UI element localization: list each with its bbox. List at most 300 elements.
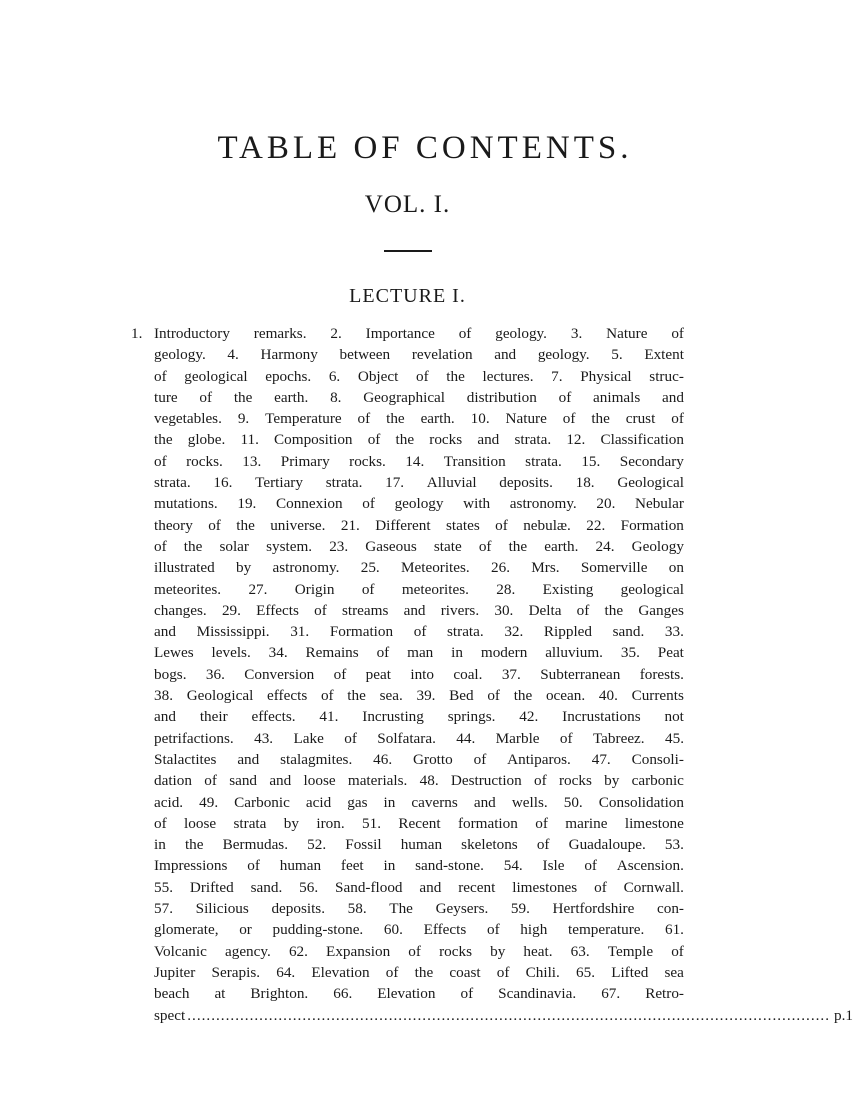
contents-word: loose: [184, 814, 217, 832]
contents-line: [154, 919, 684, 940]
contents-word: state: [433, 537, 462, 555]
contents-word: 21.: [340, 516, 360, 534]
contents-word: on: [668, 559, 684, 577]
contents-word: 8.: [330, 388, 342, 406]
contents-word: 49.: [199, 793, 219, 811]
contents-word: 59.: [510, 900, 530, 918]
contents-word: of: [362, 495, 375, 513]
contents-word: alluvium.: [545, 644, 603, 662]
contents-word: Destruction: [450, 772, 522, 790]
contents-word: Solfatara.: [377, 729, 436, 747]
contents-word: 65.: [576, 963, 595, 981]
contents-word: Marble: [495, 729, 540, 747]
contents-word: 23.: [329, 537, 349, 555]
contents-word: Existing: [542, 580, 594, 598]
contents-line: [154, 557, 684, 578]
contents-word: Grotto: [413, 750, 453, 768]
contents-word: meteorites.: [401, 580, 469, 598]
contents-word: geology.: [154, 346, 206, 364]
contents-word: illustrated: [154, 559, 215, 577]
contents-word: 52.: [307, 836, 327, 854]
contents-word: 30.: [494, 601, 514, 619]
contents-word: 17.: [385, 474, 405, 492]
contents-word: Peat: [657, 644, 684, 662]
contents-word: the: [184, 836, 204, 854]
contents-word: gas: [347, 793, 368, 811]
contents-word: of: [460, 985, 474, 1003]
contents-line: [154, 323, 684, 344]
contents-word: materials.: [347, 772, 408, 790]
contents-word: Nature: [606, 325, 648, 342]
contents-word: Volcanic: [154, 942, 207, 960]
contents-word: 19.: [237, 495, 257, 513]
contents-word: animals: [593, 388, 641, 406]
contents-word: Connexion: [275, 495, 343, 513]
contents-word: coast: [449, 963, 481, 981]
contents-word: in: [383, 793, 396, 811]
contents-word: 58.: [347, 900, 367, 918]
contents-word: Drifted: [189, 878, 234, 896]
contents-word: Geysers.: [435, 900, 489, 918]
contents-word: by: [236, 559, 252, 577]
contents-word: and: [419, 878, 442, 896]
contents-word: 50.: [563, 793, 583, 811]
dot-leader: ......................................................................................................................................: [187, 1006, 830, 1024]
contents-word: 11.: [240, 431, 259, 449]
contents-word: rocks: [439, 942, 472, 960]
contents-line: [154, 366, 684, 387]
contents-word: and: [473, 793, 496, 811]
contents-word: 13.: [242, 452, 262, 470]
contents-word: of: [671, 410, 684, 428]
contents-word: levels.: [211, 644, 251, 662]
contents-word: Mississippi.: [196, 623, 270, 641]
contents-line: [154, 834, 684, 855]
contents-word: universe.: [270, 516, 326, 534]
contents-word: of: [495, 516, 508, 534]
contents-word: 63.: [570, 942, 590, 960]
contents-line: [154, 642, 684, 663]
contents-word: 28.: [496, 580, 516, 598]
contents-word: of: [562, 410, 576, 428]
contents-word: of: [584, 857, 597, 875]
contents-word: of: [357, 410, 371, 428]
contents-word: Formation: [329, 623, 394, 641]
contents-word: heat.: [523, 942, 553, 960]
contents-word: of: [320, 687, 334, 705]
contents-word: of: [333, 665, 347, 683]
contents-word: of: [154, 367, 167, 385]
contents-word: sand.: [612, 623, 645, 641]
contents-word: 9.: [237, 410, 250, 428]
contents-line: [154, 493, 684, 514]
contents-word: in: [383, 857, 396, 875]
contents-word: Lifted: [611, 963, 649, 981]
contents-word: iron.: [316, 814, 345, 832]
contents-word: 2.: [330, 325, 342, 342]
contents-word: of: [367, 431, 381, 449]
contents-line: [154, 600, 684, 621]
contents-word: 35.: [620, 644, 640, 662]
contents-word: effects: [267, 687, 308, 705]
contents-word: forests.: [639, 665, 684, 683]
contents-word: carbonic: [631, 772, 684, 790]
contents-word: petrifactions.: [154, 729, 234, 747]
contents-word: 26.: [491, 559, 510, 577]
contents-word: coal.: [453, 665, 483, 683]
contents-word: the: [154, 431, 173, 449]
contents-word: lectures.: [482, 367, 534, 385]
contents-word: Incrusting: [362, 708, 424, 726]
contents-word: dation: [154, 772, 192, 790]
contents-word: of: [344, 729, 357, 747]
contents-word: 67.: [601, 985, 621, 1003]
volume-heading: VOL. I.: [364, 191, 451, 218]
contents-word: Nature: [505, 410, 547, 428]
contents-word: by: [604, 772, 620, 790]
contents-word: rocks.: [349, 452, 386, 470]
contents-word: of: [536, 836, 550, 854]
contents-word: or: [239, 921, 252, 939]
contents-word: the: [508, 537, 528, 555]
contents-word: 57.: [154, 900, 173, 918]
contents-word: the: [347, 687, 366, 705]
contents-word: peat: [365, 665, 391, 683]
contents-word: limestones: [512, 878, 578, 896]
contents-word: and: [662, 388, 684, 406]
contents-word: Nebular: [635, 495, 684, 513]
contents-word: 44.: [456, 729, 476, 747]
contents-word: springs.: [447, 708, 496, 726]
contents-word: Importance: [365, 325, 435, 342]
contents-line: [154, 451, 684, 472]
contents-word: in: [451, 644, 463, 662]
contents-word: with: [463, 495, 491, 513]
contents-word: Gaseous: [365, 537, 417, 555]
contents-word: Retro-: [645, 985, 684, 1003]
contents-word: loose: [303, 772, 336, 790]
contents-word: 62.: [288, 942, 308, 960]
contents-word: geological: [184, 367, 248, 385]
contents-word: 47.: [591, 750, 611, 768]
contents-line: [154, 855, 684, 876]
contents-paragraph: [154, 323, 853, 1026]
contents-word: the: [604, 601, 624, 619]
contents-word: of: [473, 750, 487, 768]
contents-word: acid: [305, 793, 332, 811]
contents-word: Effects: [256, 601, 299, 619]
contents-word: Object: [357, 367, 399, 385]
contents-word: the: [414, 963, 434, 981]
contents-word: strata.: [154, 474, 191, 492]
contents-word: sand: [229, 772, 258, 790]
contents-word: agency.: [224, 942, 271, 960]
contents-word: 46.: [373, 750, 393, 768]
contents-word: acid.: [154, 793, 184, 811]
contents-word: 48.: [419, 772, 439, 790]
contents-word: Rippled: [543, 623, 593, 641]
contents-word: distribution: [466, 388, 537, 406]
contents-word: 51.: [362, 814, 381, 832]
contents-word: bogs.: [154, 665, 187, 683]
contents-word: Elevation: [377, 985, 436, 1003]
contents-line: [154, 983, 684, 1004]
contents-word: theory: [154, 516, 193, 534]
contents-word: 66.: [333, 985, 353, 1003]
contents-word: ocean.: [545, 687, 586, 705]
contents-word: of: [458, 325, 472, 342]
contents-word: of: [558, 388, 572, 406]
page-title: TABLE OF CONTENTS.: [217, 130, 633, 166]
contents-word: Bermudas.: [222, 836, 289, 854]
contents-line: [154, 515, 684, 536]
contents-word: of: [534, 772, 547, 790]
contents-word: the: [386, 410, 405, 428]
contents-word: of: [385, 963, 399, 981]
contents-word: temperature.: [567, 921, 645, 939]
contents-word: Alluvial: [426, 474, 477, 492]
contents-word: 56.: [299, 878, 319, 896]
first-section-number: 1.: [131, 325, 143, 342]
contents-word: 10.: [470, 410, 490, 428]
contents-word: 7.: [551, 367, 563, 385]
contents-word: mutations.: [154, 495, 218, 513]
contents-word: formation: [457, 814, 518, 832]
contents-word: 38.: [154, 687, 173, 705]
contents-word: of: [247, 857, 260, 875]
contents-word: Sand-flood: [335, 878, 403, 896]
contents-word: 40.: [598, 687, 618, 705]
contents-word: Antiparos.: [507, 750, 571, 768]
contents-word: 34.: [268, 644, 288, 662]
contents-word: and: [237, 750, 260, 768]
section-divider: [384, 250, 432, 252]
contents-word: the: [591, 410, 610, 428]
contents-word: of: [154, 537, 167, 555]
contents-word: pudding-stone.: [272, 921, 364, 939]
contents-word: and: [403, 601, 426, 619]
contents-word: of: [154, 452, 167, 470]
contents-word: strata.: [325, 474, 363, 492]
contents-word: Consoli-: [631, 750, 684, 768]
contents-word: 22.: [586, 516, 606, 534]
contents-word: modern: [480, 644, 528, 662]
contents-word: geological: [620, 580, 684, 598]
contents-word: 36.: [205, 665, 225, 683]
contents-word: Jupiter: [154, 963, 196, 981]
contents-word: Mrs.: [531, 559, 560, 577]
contents-word: and: [269, 772, 292, 790]
contents-word: Hertfordshire: [552, 900, 635, 918]
contents-word: Introductory: [154, 325, 230, 342]
contents-word: Silicious: [195, 900, 249, 918]
contents-word: human: [279, 857, 322, 875]
contents-word: struc-: [649, 367, 684, 385]
contents-word: of: [594, 878, 607, 896]
contents-word: strata.: [447, 623, 484, 641]
contents-word: Serapis.: [211, 963, 261, 981]
contents-line: [154, 770, 684, 791]
contents-word: Ascension.: [616, 857, 684, 875]
contents-word: at: [214, 985, 226, 1003]
contents-word: Incrustations: [562, 708, 641, 726]
contents-word: Currents: [631, 687, 684, 705]
contents-line: [154, 429, 684, 450]
contents-word: The: [389, 900, 413, 918]
contents-word: Geological: [617, 474, 684, 492]
contents-word: Composition: [274, 431, 353, 449]
contents-word: 16.: [213, 474, 233, 492]
contents-word: Expansion: [326, 942, 391, 960]
contents-word: Cornwall.: [623, 878, 684, 896]
contents-word: 32.: [504, 623, 524, 641]
contents-word: Tabreez.: [592, 729, 645, 747]
contents-word: 53.: [664, 836, 684, 854]
contents-word: skeletons: [461, 836, 518, 854]
contents-word: Stalactites: [154, 750, 217, 768]
contents-line: [154, 962, 684, 983]
contents-word: 54.: [503, 857, 523, 875]
contents-word: wells.: [511, 793, 548, 811]
contents-word: recent: [458, 878, 496, 896]
contents-word: and: [154, 708, 176, 726]
contents-word: Remains: [305, 644, 359, 662]
contents-line: [154, 408, 684, 429]
contents-word: their: [199, 708, 228, 726]
contents-word: strata: [233, 814, 267, 832]
contents-word: Consolidation: [598, 793, 684, 811]
contents-word: the: [183, 537, 203, 555]
contents-word: streams: [341, 601, 389, 619]
contents-word: Bed: [449, 687, 474, 705]
contents-word: limestone: [624, 814, 684, 832]
contents-line: [154, 387, 684, 408]
contents-word: by: [283, 814, 299, 832]
contents-word: of: [208, 516, 221, 534]
contents-word: strata.: [525, 452, 562, 470]
contents-word: of: [486, 921, 500, 939]
contents-word: by: [490, 942, 506, 960]
contents-word: of: [415, 367, 429, 385]
contents-word: of: [496, 963, 510, 981]
contents-word: of: [199, 388, 213, 406]
contents-word: Subterranean: [540, 665, 621, 683]
contents-line: [154, 749, 684, 770]
contents-word: Transition: [443, 452, 506, 470]
contents-word: of: [559, 729, 573, 747]
contents-word: in: [154, 836, 166, 854]
contents-word: geology.: [495, 325, 547, 342]
contents-line: [154, 344, 684, 365]
contents-word: 25.: [360, 559, 380, 577]
contents-word: of: [671, 942, 684, 960]
contents-word: earth.: [544, 537, 579, 555]
contents-word: into: [410, 665, 434, 683]
contents-word: Lake: [293, 729, 324, 747]
contents-word: the: [395, 431, 415, 449]
contents-word: 60.: [383, 921, 403, 939]
contents-final-line: [154, 1005, 853, 1026]
contents-word: feet: [340, 857, 364, 875]
lecture-heading: LECTURE I.: [349, 285, 466, 307]
contents-word: 6.: [328, 367, 341, 385]
contents-word: Physical: [580, 367, 632, 385]
contents-word: Fossil: [345, 836, 382, 854]
page-reference: p.1: [834, 1006, 853, 1024]
contents-line: [154, 728, 684, 749]
contents-line: [154, 664, 684, 685]
contents-word: stalagmites.: [280, 750, 353, 768]
contents-word: marine: [565, 814, 608, 832]
final-line-text: spect: [154, 1006, 186, 1024]
contents-word: strata.: [514, 431, 552, 449]
contents-word: 33.: [664, 623, 684, 641]
contents-word: astronomy.: [509, 495, 577, 513]
contents-word: rivers.: [440, 601, 480, 619]
contents-word: of: [576, 601, 590, 619]
contents-word: 42.: [519, 708, 539, 726]
contents-word: the: [446, 367, 465, 385]
contents-word: of: [535, 814, 548, 832]
contents-word: high: [520, 921, 548, 939]
contents-word: Impressions: [154, 857, 228, 875]
contents-word: 3.: [570, 325, 583, 342]
contents-word: Elevation: [311, 963, 370, 981]
contents-word: con-: [657, 900, 684, 918]
contents-word: 29.: [221, 601, 241, 619]
contents-word: geology: [394, 495, 444, 513]
contents-word: globe.: [187, 431, 226, 449]
contents-word: Geographical: [363, 388, 446, 406]
contents-word: glomerate,: [154, 921, 219, 939]
contents-word: Primary: [280, 452, 330, 470]
contents-word: Conversion: [244, 665, 315, 683]
contents-word: of: [314, 601, 327, 619]
contents-word: Origin: [294, 580, 335, 598]
contents-word: Recent: [398, 814, 441, 832]
contents-word: Effects: [423, 921, 467, 939]
contents-word: 5.: [611, 346, 623, 364]
contents-word: deposits.: [499, 474, 553, 492]
contents-line: [154, 941, 684, 962]
contents-word: not: [664, 708, 684, 726]
contents-word: rocks: [558, 772, 592, 790]
contents-word: 24.: [595, 537, 615, 555]
contents-word: solar: [219, 537, 249, 555]
contents-word: 12.: [566, 431, 586, 449]
contents-word: 4.: [227, 346, 239, 364]
contents-word: between: [339, 346, 391, 364]
contents-word: of: [413, 623, 427, 641]
contents-line: [154, 792, 684, 813]
contents-word: 18.: [575, 474, 595, 492]
contents-word: sea: [664, 963, 684, 981]
contents-line: [154, 706, 684, 727]
contents-word: 15.: [581, 452, 601, 470]
contents-word: of: [408, 942, 421, 960]
contents-line: [154, 472, 684, 493]
contents-word: vegetables.: [154, 410, 222, 428]
contents-word: earth.: [274, 388, 309, 406]
contents-word: effects.: [251, 708, 296, 726]
contents-word: rocks.: [186, 452, 223, 470]
contents-line: [154, 813, 684, 834]
contents-word: 55.: [154, 878, 173, 896]
contents-word: Lewes: [154, 644, 194, 662]
contents-word: 20.: [596, 495, 616, 513]
contents-word: Extent: [644, 346, 684, 364]
contents-word: man: [407, 644, 434, 662]
